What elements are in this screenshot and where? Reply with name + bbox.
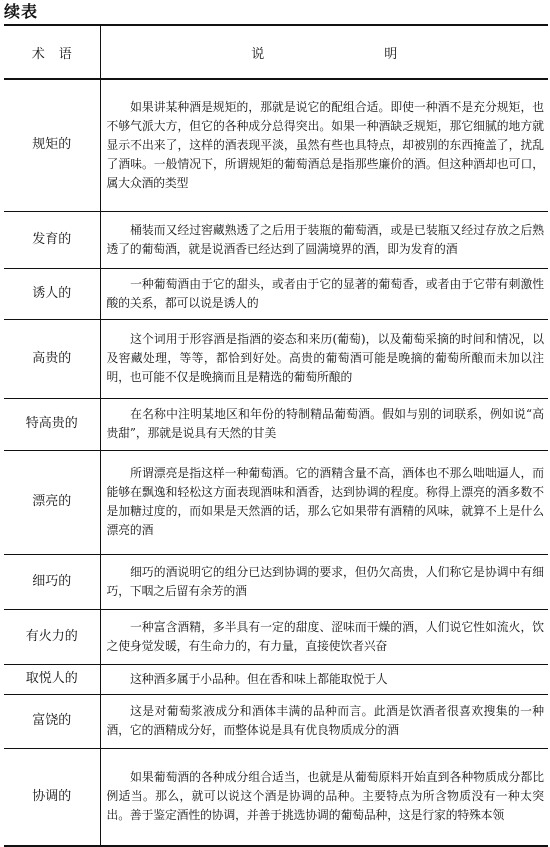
description-cell: 如果葡萄酒的各种成分组合适当，也就是从葡萄原料开始直到各种物质成分都比例适当。那么，就可以说这个酒是协调的品种。主要特点为所含物质没有一种太突出。善于鉴定酒性的协调，并善于挑选协调的葡萄品种，这是行家的特殊本领: [100, 748, 548, 846]
table-header-row: [4, 25, 548, 79]
column-header-description: 说明: [100, 25, 548, 79]
table-row: [4, 609, 548, 664]
description-cell: 一种富含酒精，多半具有一定的甜度、涩味而干燥的酒，人们说它性如流火，饮之使身觉发暖，有生命力的，有力量，直接使饮者兴奋: [100, 609, 548, 664]
term-cell: 规矩的: [4, 79, 100, 211]
table-row: [4, 694, 548, 748]
table-row: [4, 398, 548, 450]
term-cell: 有火力的: [4, 609, 100, 664]
term-cell: 特高贵的: [4, 398, 100, 450]
terminology-table: [4, 24, 548, 847]
table-row: [4, 319, 548, 398]
description-cell: 所谓漂亮是指这样一种葡萄酒。它的酒精含量不高，酒体也不那么咄咄逼人，而能够在飘逸和轻松这方面表现酒味和酒香，达到协调的程度。称得上漂亮的酒多数不是加糖过度的，而如果是天然酒的话，那么它如果带有酒精的风味，就算不上是什么漂亮的酒: [100, 450, 548, 554]
term-cell: 取悦人的: [4, 664, 100, 694]
table-row: [4, 748, 548, 846]
term-cell: 诱人的: [4, 268, 100, 319]
description-cell: 这种酒多属于小品种。但在香和味上都能取悦于人: [100, 664, 548, 694]
term-cell: 漂亮的: [4, 450, 100, 554]
description-cell: 一种葡萄酒由于它的甜头，或者由于它的显著的葡萄香，或者由于它带有刺激性酸的关系，都可以说是诱人的: [100, 268, 548, 319]
description-cell: 在名称中注明某地区和年份的特制精品葡萄酒。假如与别的词联系，例如说“高贵甜”，那就是说具有天然的甘美: [100, 398, 548, 450]
description-cell: 细巧的酒说明它的组分已达到协调的要求，但仍欠高贵，人们称它是协调中有细巧，下咽之后留有余芳的酒: [100, 554, 548, 609]
term-cell: 发育的: [4, 211, 100, 268]
term-cell: 细巧的: [4, 554, 100, 609]
description-cell: 这是对葡萄浆液成分和酒体丰满的品种而言。此酒是饮酒者很喜欢搜集的一种酒，它的酒精成分好，而整体说是具有优良物质成分的酒: [100, 694, 548, 748]
term-cell: 协调的: [4, 748, 100, 846]
table-row: [4, 211, 548, 268]
page-title: 续表: [4, 2, 39, 21]
table-row: [4, 79, 548, 211]
column-header-term: 术语: [4, 25, 100, 79]
description-cell: 如果讲某种酒是规矩的，那就是说它的配组合适。即使一种酒不是充分规矩，也不够气派大方，但它的各种成分总得突出。如果一种酒缺乏规矩，那它细腻的地方就显示不出来了，这样的酒表现平淡，虽然有些也具特点，却被别的东西掩盖了，扰乱了酒味。一般情况下，所谓规矩的葡萄酒总是指那些廉价的酒。但这种酒却也可口，属大众酒的类型: [100, 79, 548, 211]
table-row: [4, 664, 548, 694]
term-cell: 富饶的: [4, 694, 100, 748]
description-cell: 这个词用于形容酒是指酒的姿态和来历(葡萄)，以及葡萄采摘的时间和情况，以及窖藏处理，等等，都恰到好处。高贵的葡萄酒可能是晚摘的葡萄所酿而未加以注明，也可能不仅是晚摘而且是精选的葡萄所酿的: [100, 319, 548, 398]
table-row: [4, 268, 548, 319]
description-cell: 桶装而又经过窖藏熟透了之后用于装瓶的葡萄酒，或是已装瓶又经过存放之后熟透了的葡萄酒，就是说酒香已经达到了圆满境界的酒，即为发育的酒: [100, 211, 548, 268]
table-row: [4, 450, 548, 554]
table-row: [4, 554, 548, 609]
term-cell: 高贵的: [4, 319, 100, 398]
